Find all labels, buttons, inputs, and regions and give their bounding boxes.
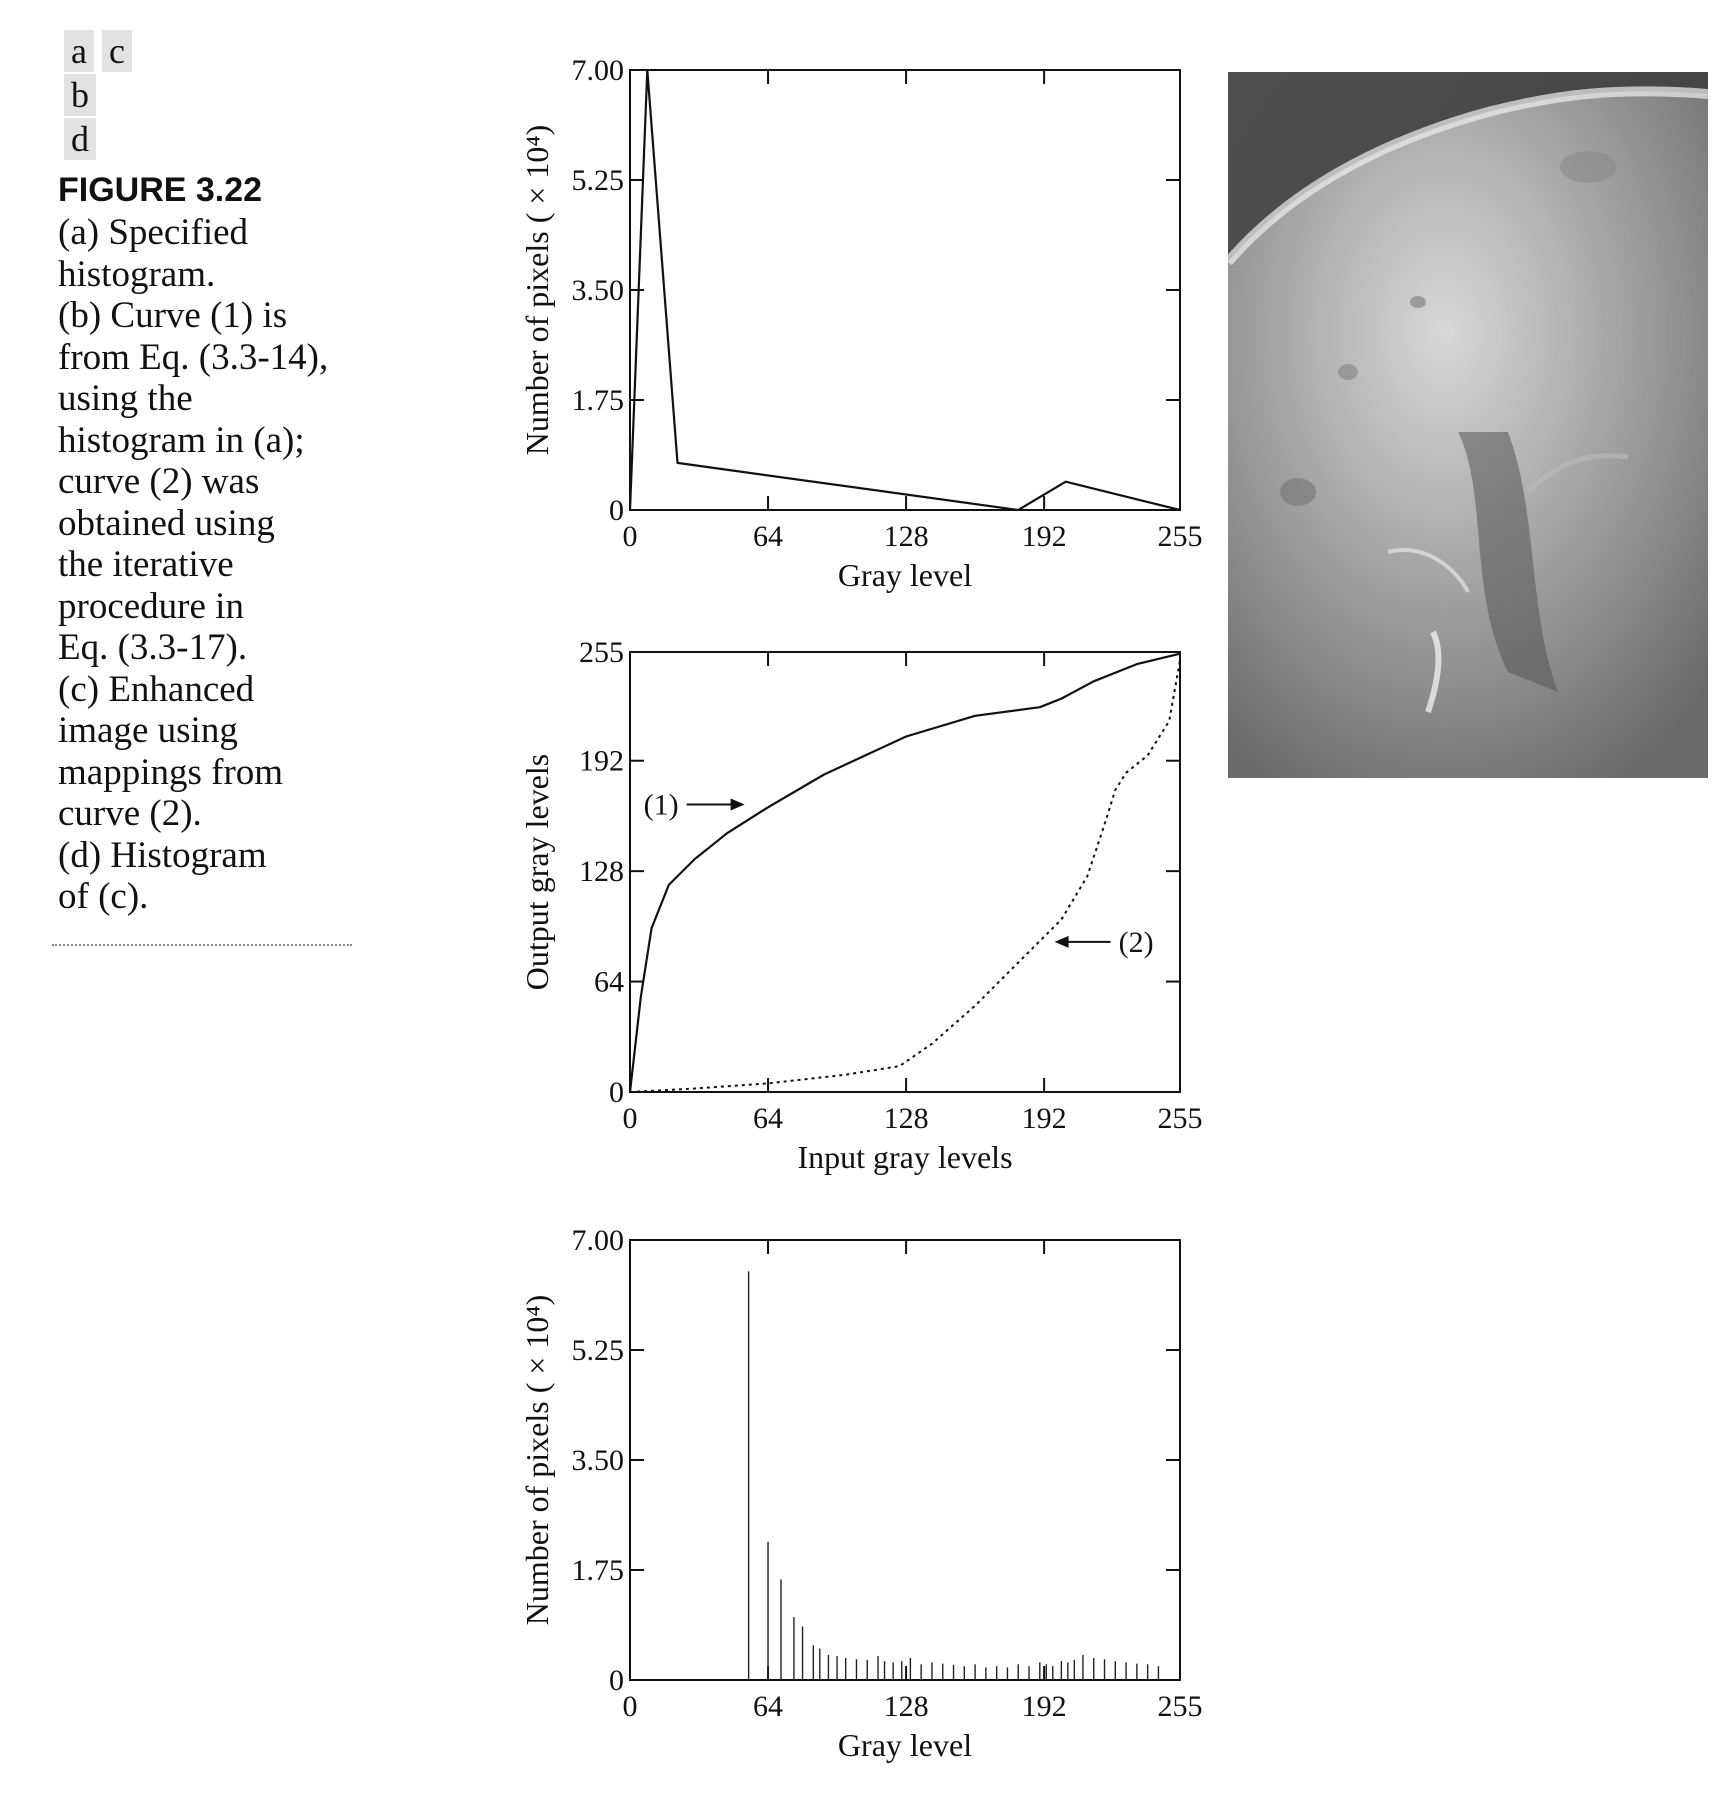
x-tick-label: 255 (1157, 1102, 1203, 1135)
series-line-solid (630, 654, 1180, 1092)
y-tick-label: 5.25 (571, 164, 624, 197)
x-tick-label: 64 (753, 1690, 784, 1723)
x-tick-label: 0 (622, 1690, 638, 1723)
y-tick-label: 0 (609, 1664, 624, 1697)
y-axis-label: Number of pixels ( × 10⁴) (519, 124, 555, 456)
x-axis-label: Gray level (837, 1727, 973, 1763)
series-line-dotted (630, 661, 1180, 1092)
annotation-arrowhead (731, 798, 745, 810)
y-tick-label: 3.50 (571, 274, 624, 307)
x-tick-label: 128 (883, 1102, 929, 1135)
y-tick-label: 5.25 (571, 1334, 624, 1367)
y-tick-label: 128 (579, 855, 624, 889)
y-tick-label: 1.75 (571, 1554, 624, 1587)
y-tick-label: 64 (594, 965, 624, 999)
x-axis-label: Gray level (837, 557, 973, 593)
caption-line: mappings from (58, 751, 284, 793)
panel-label-d: d (64, 118, 96, 160)
caption-line: using the (58, 378, 193, 419)
caption-line: (a) Specified (58, 212, 249, 253)
caption-line: procedure in (58, 585, 244, 627)
caption-line: curve (2) was (58, 461, 260, 502)
panel-labels (64, 30, 132, 162)
panel-label-a: a (64, 30, 94, 72)
caption-line: histogram. (58, 253, 216, 295)
x-tick-label: 64 (753, 520, 784, 553)
y-axis-label: Number of pixels ( × 10⁴) (519, 1294, 555, 1626)
plot-frame (630, 1240, 1180, 1680)
x-tick-label: 192 (1021, 1102, 1067, 1135)
enhanced-image (1228, 72, 1708, 778)
caption-line: Eq. (3.3-17). (58, 627, 248, 668)
x-tick-label: 0 (622, 1102, 638, 1135)
series-line-solid (630, 70, 1180, 510)
y-tick-label: 7.00 (571, 54, 624, 87)
x-tick-label: 192 (1021, 1690, 1067, 1723)
figure-caption (58, 168, 358, 918)
caption-line: (c) Enhanced (58, 668, 255, 710)
panel-label-b: b (64, 74, 96, 116)
x-tick-label: 128 (883, 520, 929, 553)
caption-line: from Eq. (3.3-14), (58, 336, 329, 378)
caption-line: histogram in (a); (58, 419, 305, 461)
y-tick-label: 255 (579, 636, 624, 669)
caption-line: (d) Histogram (58, 834, 267, 876)
x-tick-label: 0 (622, 520, 638, 553)
y-tick-label: 7.00 (571, 1224, 624, 1257)
x-axis-label: Input gray levels (797, 1139, 1013, 1175)
figure-title: FIGURE 3.22 (58, 171, 263, 209)
annotation-arrowhead (1055, 936, 1069, 948)
chart-d-result-histogram (500, 1210, 1220, 1770)
y-tick-label: 3.50 (571, 1444, 624, 1477)
y-tick-label: 0 (609, 1076, 624, 1109)
x-tick-label: 192 (1021, 520, 1067, 553)
plot-frame (630, 652, 1180, 1092)
caption-line: the iterative (58, 544, 234, 585)
caption-line: of (c). (58, 876, 149, 917)
x-tick-label: 64 (753, 1102, 784, 1135)
y-tick-label: 1.75 (571, 384, 624, 417)
caption-line: image using (58, 710, 238, 751)
caption-line: curve (2). (58, 793, 202, 834)
chart-a-specified-histogram (500, 40, 1220, 600)
chart-b-transformation-curves (500, 622, 1220, 1182)
y-tick-label: 192 (579, 744, 624, 778)
panel-label-c: c (102, 30, 132, 72)
x-tick-label: 255 (1157, 520, 1203, 553)
y-axis-label: Output gray levels (519, 753, 555, 991)
caption-line: obtained using (58, 502, 275, 544)
x-tick-label: 128 (883, 1690, 929, 1723)
plot-frame (630, 70, 1180, 510)
x-tick-label: 255 (1157, 1690, 1203, 1723)
curve-annotation-label: (1) (643, 788, 679, 822)
moon-surface-image-icon (1228, 72, 1708, 778)
caption-line: (b) Curve (1) is (58, 295, 288, 336)
y-tick-label: 0 (609, 494, 624, 527)
caption-divider (52, 944, 352, 946)
curve-annotation-label: (2) (1118, 925, 1154, 959)
